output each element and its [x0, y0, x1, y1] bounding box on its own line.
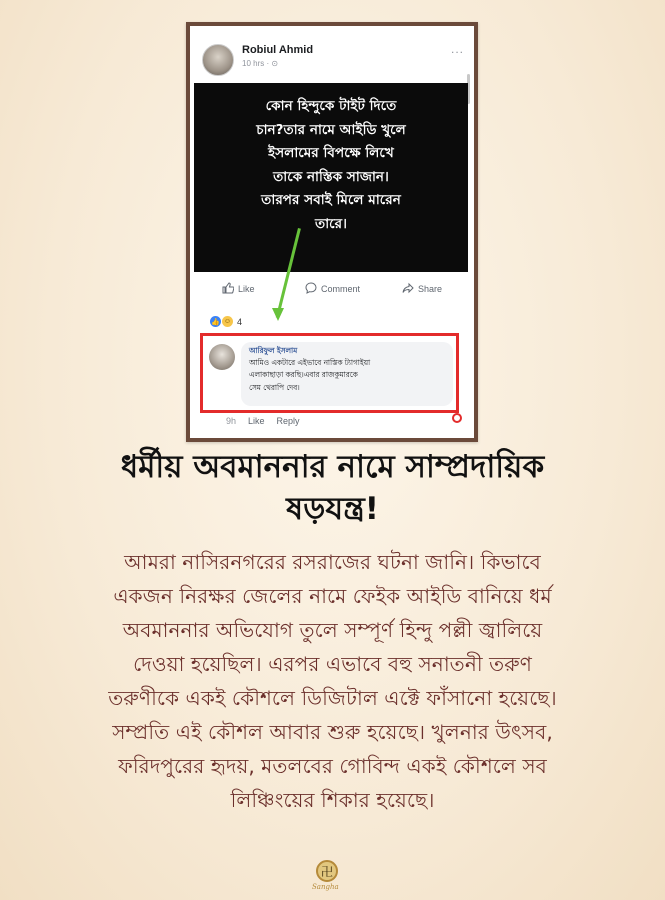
highlighted-comment: [200, 333, 459, 413]
body-line: অবমাননার অভিযোগ তুলে সম্পূর্ণ হিন্দু পল্লী জ্বালিয়ে: [122, 618, 543, 642]
share-icon: [402, 282, 414, 296]
comment-actions: [226, 416, 300, 426]
commenter-name[interactable]: আরিফুল ইসলাম: [249, 346, 298, 355]
body-line: তরুণীকে একই কৌশলে ডিজিটাল এক্টে ফাঁসানো হয়েছে।: [108, 686, 557, 710]
body-line: সম্প্রতি এই কৌশল আবার শুরু হয়েছে। খুলনার উৎসব,: [112, 720, 553, 744]
comment-icon: [305, 282, 317, 296]
red-circle-mark: [452, 413, 462, 423]
comment-text-line: সেম থেরাপি দেব।: [249, 382, 300, 392]
like-button[interactable]: [222, 282, 255, 296]
share-button[interactable]: [402, 282, 442, 296]
post-header: [202, 40, 470, 80]
post-actions-bar: [190, 282, 474, 302]
post-author[interactable]: Robiul Ahmid: [242, 44, 314, 56]
post-timestamp: 10 hrs · ⊙: [242, 59, 279, 68]
author-avatar[interactable]: [202, 44, 234, 76]
comment-reply-button[interactable]: Reply: [276, 416, 300, 426]
body-line: লিঞ্চিংয়ের শিকার হয়েছে।: [230, 788, 435, 812]
body-line: আমরা নাসিরনগরের রসরাজের ঘটনা জানি। কিভাবে: [124, 550, 541, 574]
share-label: Share: [418, 284, 443, 294]
haha-reaction-icon: ☺: [223, 318, 232, 325]
post-image-line: চান?তার নামে আইডি খুলে: [256, 121, 406, 138]
body-paragraph: [0, 545, 665, 817]
commenter-avatar[interactable]: [209, 344, 235, 370]
body-line: একজন নিরক্ষর জেলের নামে ফেইক আইডি বানিয়ে ধর্ম: [113, 584, 552, 608]
comment-text-line: আমিও একটারে এইভাবে নাস্তিক ট্যাগাইয়া: [249, 358, 371, 368]
body-line: ফরিদপুরের হৃদয়, মতলবের গোবিন্দ একই কৌশলে সব: [118, 754, 547, 778]
green-arrow-head: [272, 308, 284, 321]
more-options-button[interactable]: ...: [450, 42, 464, 56]
comment-label: Comment: [321, 284, 361, 294]
post-image-line: তারপর সবাই মিলে মারেন: [261, 192, 401, 208]
headline-line: ষড়যন্ত্র!: [286, 491, 379, 527]
comment-text-line: এলাকাছাড়া করছি।এবার রাজকুমারকে: [249, 370, 358, 380]
post-image: [194, 83, 468, 272]
comment-time: 9h: [226, 416, 237, 426]
post-image-line: তারে।: [315, 215, 347, 232]
comment-bubble: [241, 342, 453, 406]
post-image-line: ইসলামের বিপক্ষে লিখে: [268, 145, 394, 161]
reaction-count: 4: [237, 316, 243, 327]
facebook-post-screenshot: [186, 22, 478, 442]
post-image-line: কোন হিন্দুকে টাইট দিতে: [265, 98, 397, 114]
headline-line: ধর্মীয় অবমাননার নামে সাম্প্রদায়িক: [120, 449, 545, 485]
comment-button[interactable]: [305, 282, 360, 296]
like-reaction-icon: 👍: [210, 316, 221, 327]
comment-like-button[interactable]: Like: [248, 416, 265, 426]
reactions-summary[interactable]: [210, 316, 242, 327]
like-label: Like: [238, 284, 255, 294]
post-image-line: তাকে নাস্তিক সাজান।: [273, 168, 389, 185]
headline: [0, 446, 665, 530]
logo-icon: 卍: [316, 860, 338, 882]
logo-signature: Sangha: [312, 883, 339, 891]
like-icon: [222, 282, 234, 296]
body-line: দেওয়া হয়েছিল। এরপর এভাবে বহু সনাতনী তরুণ: [133, 652, 532, 676]
